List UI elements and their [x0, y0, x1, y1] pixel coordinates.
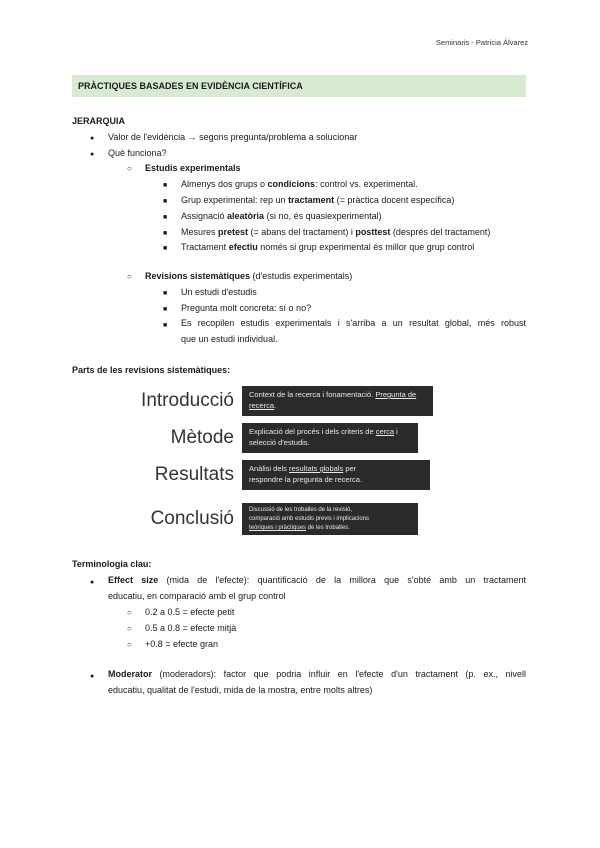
jerarquia-item-2: Què funciona? — [108, 148, 167, 158]
part-box-resultats: Anàlisi dels resultats globals per respondre la pregunta de recerca. — [242, 460, 430, 490]
bullet-icon — [90, 669, 94, 683]
bullet-icon — [90, 131, 94, 145]
square-bullet-icon — [163, 178, 167, 192]
revisions-title: Revisions sistemàtiques (d'estudis experimentals) — [145, 271, 353, 281]
part-box-conclusio: Discussió de les troballes de la revisió, comparació amb estudis previs i implicacions teòriques i pràctiques de les troballes. — [242, 503, 418, 535]
experimental-point: Mesures pretest (= abans del tractament) i posttest (després del tractament) — [181, 227, 491, 237]
square-bullet-icon — [163, 226, 167, 240]
effect-level: 0.5 a 0.8 = efecte mitjà — [145, 623, 237, 633]
part-box-metode: Explicació del procés i dels criteris de cerca i selecció d'estudis. — [242, 423, 418, 453]
experimental-point: Tractament efectiu només si grup experimental és millor que grup control — [181, 242, 475, 252]
experimental-point: Almenys dos grups o condicions: control vs. experimental. — [181, 179, 418, 189]
circle-bullet-icon — [127, 606, 132, 619]
effect-level: 0.2 a 0.5 = efecte petit — [145, 607, 235, 617]
part-label-metode: Mètode — [170, 427, 234, 448]
circle-bullet-icon — [127, 270, 132, 283]
revisions-long-point: Es recopilen estudis experimentals i s'arriba a un resultat global, més robust que un estudi individual. — [181, 318, 526, 344]
square-bullet-icon — [163, 241, 167, 255]
experimentals-title: Estudis experimentals — [145, 163, 241, 173]
header-author: Seminaris - Patricia Álvarez — [435, 38, 528, 47]
part-label-introduccio: Introducció — [141, 390, 234, 411]
square-bullet-icon — [163, 318, 167, 332]
circle-bullet-icon — [127, 162, 132, 175]
revisions-point: Un estudi d'estudis — [181, 287, 257, 297]
part-label-conclusio: Conclusió — [150, 508, 234, 529]
part-box-introduccio: Context de la recerca i fonamentació. Pregunta de recerca. — [242, 386, 433, 416]
bullet-icon — [90, 575, 94, 589]
parts-heading: Parts de les revisions sistemàtiques: — [72, 365, 231, 375]
jerarquia-item-1: Valor de l'evidència → segons pregunta/problema a solucionar — [108, 132, 358, 142]
effect-level: +0.8 = efecte gran — [145, 639, 219, 649]
revisions-point: Pregunta molt concreta: sí o no? — [181, 303, 312, 313]
square-bullet-icon — [163, 194, 167, 208]
square-bullet-icon — [163, 286, 167, 300]
effect-size-definition: Effect size (mida de l'efecte): quantificació de la millora que s'obté amb un tractament educatiu, en comparació amb el grup control — [108, 575, 526, 601]
experimental-point: Grup experimental: rep un tractament (= pràctica docent específica) — [181, 195, 455, 205]
jerarquia-heading: JERARQUIA — [72, 116, 126, 126]
bullet-icon — [90, 147, 94, 161]
section-title: PRÀCTIQUES BASADES EN EVIDÈNCIA CIENTÍFICA — [72, 75, 526, 97]
terminologia-heading: Terminologia clau: — [72, 559, 152, 569]
experimental-point: Assignació aleatòria (si no, és quasiexperimental) — [181, 211, 382, 221]
part-label-resultats: Resultats — [154, 464, 234, 485]
circle-bullet-icon — [127, 638, 132, 651]
circle-bullet-icon — [127, 622, 132, 635]
square-bullet-icon — [163, 210, 167, 224]
square-bullet-icon — [163, 302, 167, 316]
moderator-definition: Moderator (moderadors): factor que podria influir en l'efecte d'un tractament (p. ex., nivell educatiu, qualitat de l'estudi, mida de la mostra, entre molts altres) — [108, 669, 526, 695]
